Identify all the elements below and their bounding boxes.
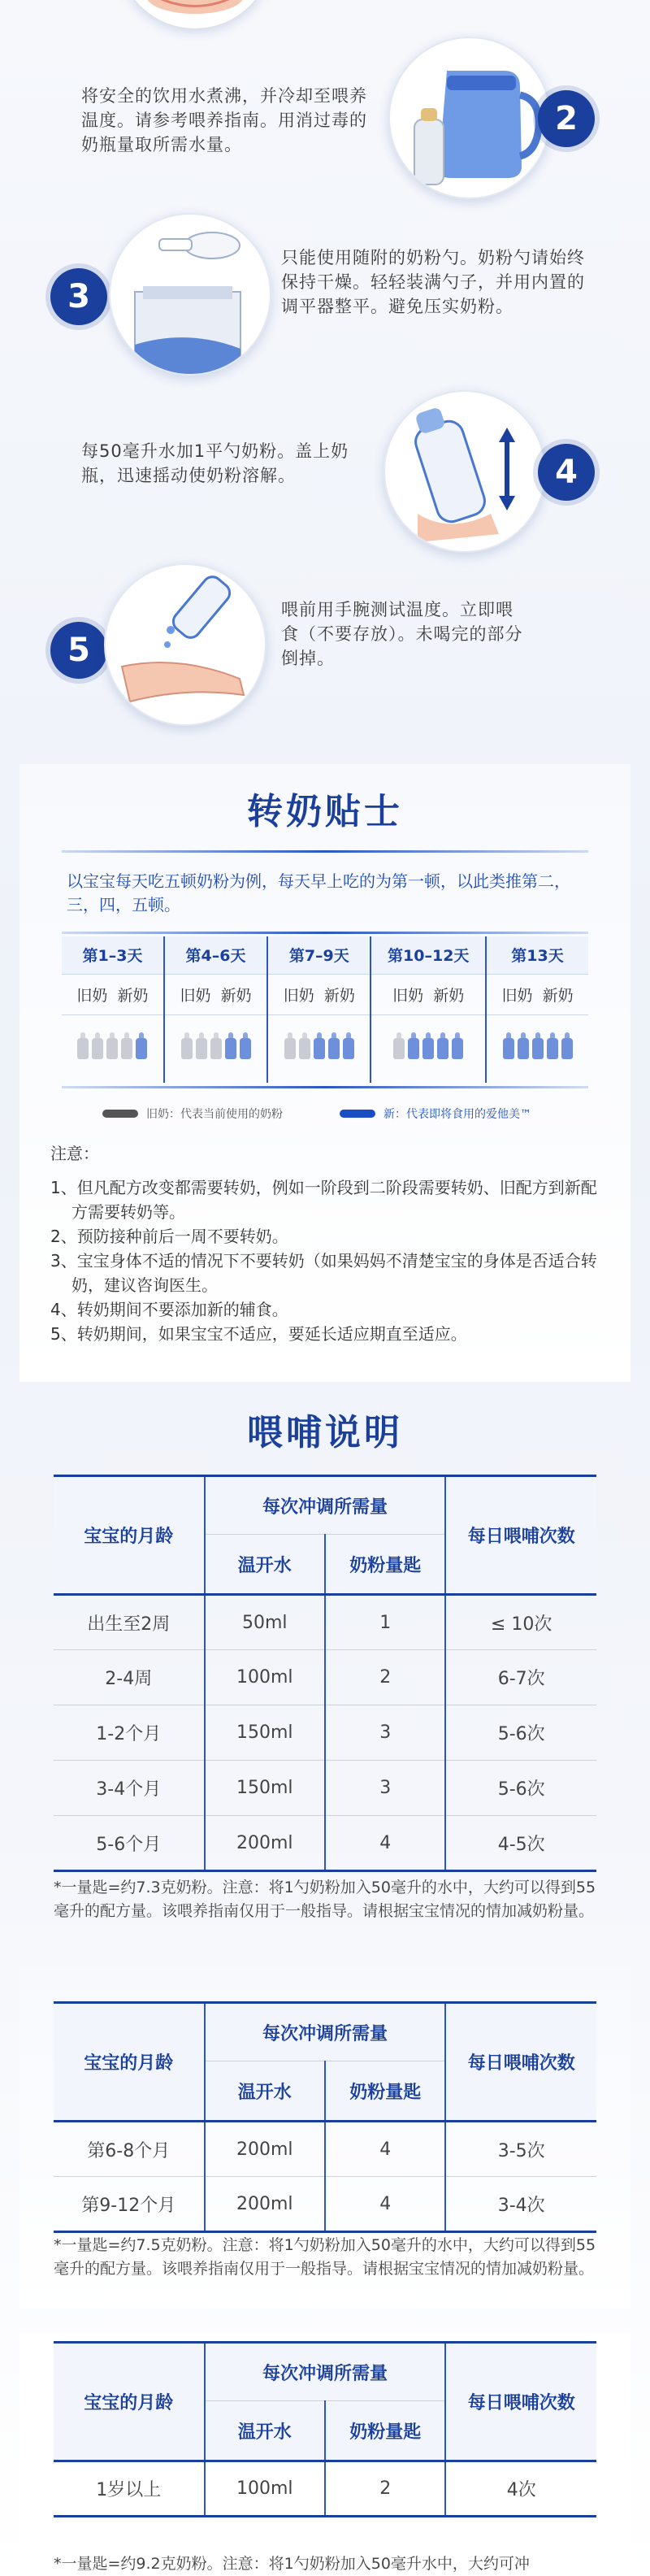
scoops-cell: 3 [325,1761,445,1816]
step-4 [0,390,650,553]
new-bottle-icon [437,1038,448,1059]
new-bottle-icon [532,1038,544,1059]
note-5: 5、转奶期间，如果宝宝不适应，要延长适应期直至适应。 [50,1324,467,1344]
tips-day-5: 第13天 [486,936,588,974]
scoops-header: 奶粉量匙 [325,2401,445,2461]
new-bottle-icon [561,1038,573,1059]
scoops-header: 奶粉量匙 [325,2061,445,2122]
new-bottle-icon [343,1038,354,1059]
feeding-table-1 [54,1475,596,1872]
feeding-row [54,1650,596,1705]
old-bottle-icon [121,1038,132,1059]
tips-day-2: 第4–6天 [164,936,267,974]
age-cell: 出生至2周 [54,1595,205,1650]
scoops-cell: 2 [325,2461,445,2517]
scoops-cell: 2 [325,1650,445,1705]
tips-table [62,936,588,1083]
age-header: 宝宝的月龄 [54,1476,205,1595]
new-label: 新奶 [323,986,355,1005]
tips-labels-3 [267,974,370,1014]
wrist-test-icon [104,563,266,726]
tips-labels-4 [370,974,486,1014]
new-bottle-icon [136,1038,147,1059]
water-cell: 200ml [205,2122,325,2177]
tips-day-4: 第10–12天 [370,936,486,974]
age-cell: 2-4周 [54,1650,205,1705]
legend-new-swatch [340,1110,375,1118]
feeding-note-2: *一量匙=约7.5克奶粉。注意：将1勺奶粉加入50毫升的水中，大约可以得到55毫升的配方量。该喂养指南仅用于一般指导。请根据宝宝情况的情加减奶粉量。 [54,2236,596,2278]
step-3-number: 3 [50,268,107,325]
feeding-row [54,2461,596,2517]
hands-icon [118,0,272,28]
new-label: 新奶 [542,986,574,1005]
tips-labels-5 [486,974,588,1014]
new-bottle-icon [452,1038,463,1059]
new-label: 新奶 [117,986,149,1005]
age-cell: 1岁以上 [54,2461,205,2517]
old-label: 旧奶 [180,986,211,1005]
notes [50,1141,611,1346]
water-header: 温开水 [205,1535,325,1595]
new-bottle-icon [547,1038,558,1059]
feeding-table-2 [54,2001,596,2233]
new-bottle-icon [314,1038,325,1059]
tips-bottles-row [62,1014,588,1083]
times-cell: 5-6次 [445,1761,596,1816]
tips-intro-rule [62,850,588,853]
age-cell: 第9-12个月 [54,2177,205,2232]
old-bottle-icon [181,1038,193,1059]
tips-labels-1 [62,974,164,1014]
age-cell: 第6-8个月 [54,2122,205,2177]
tips-labels-row [62,974,588,1014]
old-bottle-icon [299,1038,310,1059]
new-bottle-icon [225,1038,236,1059]
feeding-note-1: *一量匙=约7.3克奶粉。注意：将1勺奶粉加入50毫升的水中，大约可以得到55毫升的配方量。该喂养指南仅用于一般指导。请根据宝宝情况的情加减奶粉量。 [54,1879,596,1920]
times-header: 每日喂哺次数 [445,2003,596,2122]
scoops-header: 奶粉量匙 [325,1535,445,1595]
old-bottle-icon [210,1038,222,1059]
new-label: 新奶 [220,986,252,1005]
water-cell: 200ml [205,1816,325,1871]
feeding-title: 喂哺说明 [247,1412,403,1453]
step-3 [0,213,650,376]
step-4-number: 4 [538,444,595,501]
bottle-group-5 [486,1014,588,1083]
shake-bottle-icon [384,390,546,553]
step-5-text: 喂前用手腕测试温度。立即喂食（不要存放）。未喝完的部分倒掉。 [281,600,523,668]
note-4: 4、转奶期间不要添加新的辅食。 [50,1300,288,1319]
scoops-cell: 4 [325,2122,445,2177]
tips-table-rule [62,932,588,934]
scoops-cell: 3 [325,1705,445,1761]
old-bottle-icon [106,1038,118,1059]
step-2-text: 将安全的饮用水煮沸，并冷却至喂养温度。请参考喂养指南。用消过毒的奶瓶量取所需水量。 [81,86,367,154]
step-2-number: 2 [538,90,595,147]
notes-heading: 注意： [50,1144,99,1163]
kettle-bottle-icon [388,37,551,199]
water-cell: 150ml [205,1705,325,1761]
age-cell: 1-2个月 [54,1705,205,1761]
times-cell: 5-6次 [445,1705,596,1761]
feeding-row [54,1816,596,1871]
times-cell: ≤ 10次 [445,1595,596,1650]
legend-old [102,1106,283,1122]
new-bottle-icon [240,1038,251,1059]
times-cell: 3-5次 [445,2122,596,2177]
step-1-illustration-remnant [118,0,272,28]
group-header: 每次冲调所需量 [205,1476,446,1535]
feeding-row [54,2122,596,2177]
water-cell: 50ml [205,1595,325,1650]
scoops-cell: 4 [325,2177,445,2232]
old-label: 旧奶 [283,986,314,1005]
old-label: 旧奶 [76,986,108,1005]
tips-title: 转奶贴士 [247,791,403,832]
legend-old-label: 旧奶：代表当前使用的奶粉 [146,1108,283,1121]
step-2 [0,37,650,199]
tips-bottom-rule [62,1086,588,1088]
legend-old-swatch [102,1110,138,1118]
old-label: 旧奶 [501,986,533,1005]
feeding-row [54,1595,596,1650]
new-label: 新奶 [433,986,465,1005]
bottle-group-2 [164,1014,267,1083]
tips-labels-2 [164,974,267,1014]
old-bottle-icon [196,1038,207,1059]
new-bottle-icon [503,1038,514,1059]
water-cell: 100ml [205,1650,325,1705]
group-header: 每次冲调所需量 [205,2003,446,2061]
step-5-number: 5 [50,622,107,679]
old-bottle-icon [393,1038,405,1059]
feeding-note-3: *一量匙=约9.2克奶粉。注意：将1勺奶粉加入50毫升水中，大约可冲 [54,2555,530,2573]
step-4-text: 每50毫升水加1平勺奶粉。盖上奶瓶，迅速摇动使奶粉溶解。 [81,441,349,485]
new-bottle-icon [422,1038,434,1059]
water-header: 温开水 [205,2061,325,2122]
group-header: 每次冲调所需量 [205,2343,446,2401]
tips-day-3: 第7–9天 [267,936,370,974]
water-cell: 150ml [205,1761,325,1816]
note-1: 1、但凡配方改变都需要转奶，例如一阶段到二阶段需要转奶、旧配方到新配方需要转奶等。 [50,1178,597,1222]
new-bottle-icon [328,1038,340,1059]
times-cell: 6-7次 [445,1650,596,1705]
times-cell: 4次 [445,2461,596,2517]
bottle-group-1 [62,1014,164,1083]
feeding-row [54,2177,596,2232]
feeding-row [54,1761,596,1816]
scoops-cell: 1 [325,1595,445,1650]
old-bottle-icon [92,1038,103,1059]
new-bottle-icon [408,1038,419,1059]
times-header: 每日喂哺次数 [445,1476,596,1595]
times-cell: 3-4次 [445,2177,596,2232]
step-5 [0,563,650,726]
water-header: 温开水 [205,2401,325,2461]
age-cell: 3-4个月 [54,1761,205,1816]
scoop-can-icon [109,213,271,376]
times-cell: 4-5次 [445,1816,596,1871]
new-bottle-icon [518,1038,529,1059]
age-header: 宝宝的月龄 [54,2003,205,2122]
feeding-row [54,1705,596,1761]
legend-new [340,1106,531,1122]
note-2: 2、预防接种前后一周不要转奶。 [50,1227,288,1246]
bottle-group-3 [267,1014,370,1083]
water-cell: 200ml [205,2177,325,2232]
tips-day-1: 第1–3天 [62,936,164,974]
note-3: 3、宝宝身体不适的情况下不要转奶（如果妈妈不清楚宝宝的身体是否适合转奶，建议咨询医生。 [50,1251,597,1295]
scoops-cell: 4 [325,1816,445,1871]
tips-intro: 以宝宝每天吃五顿奶粉为例，每天早上吃的为第一顿，以此类推第二，三，四，五顿。 [67,871,570,914]
old-label: 旧奶 [392,986,424,1005]
age-header: 宝宝的月龄 [54,2343,205,2461]
step-3-text: 只能使用随附的奶粉勺。奶粉勺请始终保持干燥。轻轻装满勺子，并用内置的调平器整平。避免压实奶粉。 [281,248,585,316]
bottle-group-4 [370,1014,486,1083]
feeding-table-3 [54,2341,596,2517]
legend-new-label: 新：代表即将食用的爱他美™ [384,1108,531,1121]
age-cell: 5-6个月 [54,1816,205,1871]
old-bottle-icon [284,1038,296,1059]
water-cell: 100ml [205,2461,325,2517]
times-header: 每日喂哺次数 [445,2343,596,2461]
tips-days-row [62,936,588,974]
old-bottle-icon [77,1038,89,1059]
